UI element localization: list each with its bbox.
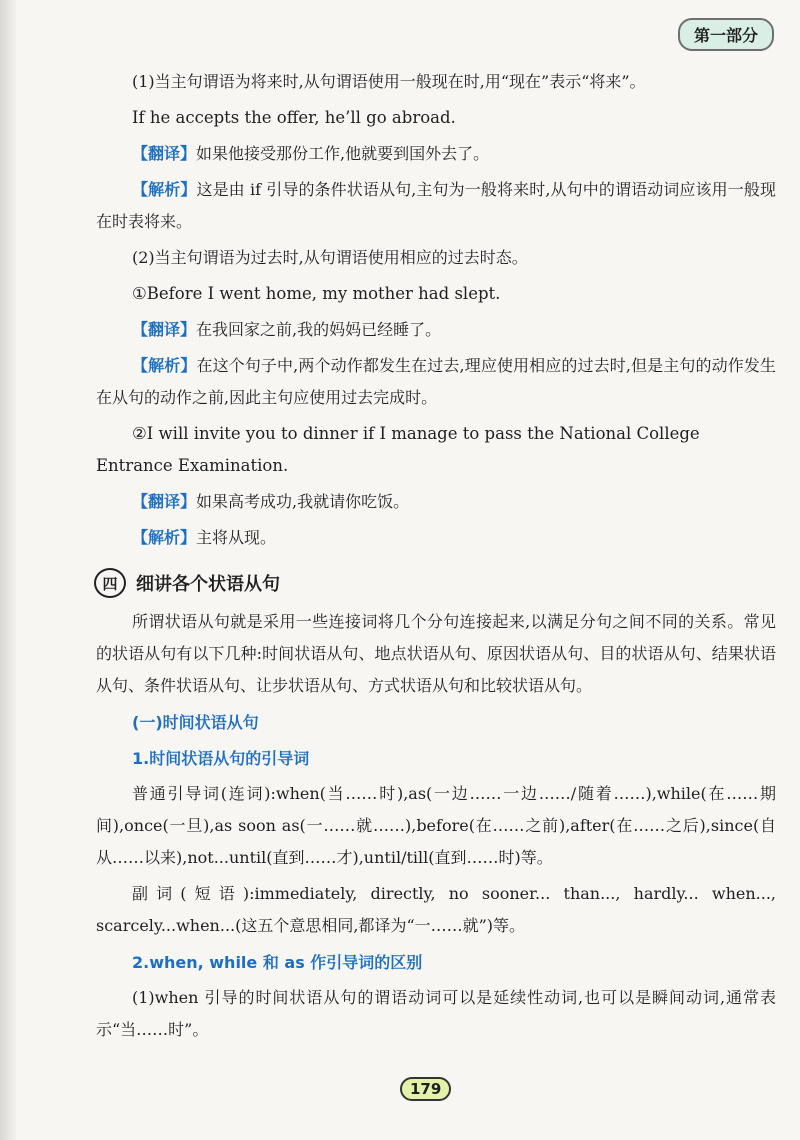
example-sentence-2: ①Before I went home, my mother had slept. [132,284,501,303]
when-rule-paragraph: (1)when 引导的时间状语从句的谓语动词可以是延续性动词,也可以是瞬间动词,通常表示“当……时”。 [96,988,776,1039]
adverb-paragraph: 副词(短语):immediately, directly, no sooner... than..., hardly... when..., scarcely...when...(这五个意思相同,都译为“一……就”)等。 [96,884,776,935]
analysis-2 [96,350,776,414]
translation-2 [96,314,776,346]
analysis-tag: 【解析】 [132,356,197,375]
subsection-title: (一)时间状语从句 [132,713,259,732]
translation-tag: 【翻译】 [132,320,197,339]
translation-text: 如果他接受那份工作,他就要到国外去了。 [196,144,490,163]
analysis-text: 主将从现。 [196,528,277,547]
rule-2: (2)当主句谓语为过去时,从句谓语使用相应的过去时态。 [132,248,528,267]
analysis-tag: 【解析】 [132,180,197,199]
section-badge: 第一部分 [678,18,774,51]
section-intro: 所谓状语从句就是采用一些连接词将几个分句连接起来,以满足分句之间不同的关系。常见的状语从句有以下几种:时间状语从句、地点状语从句、原因状语从句、目的状语从句、结果状语从句、条件状语从句、让步状语从句、方式状语从句和比较状语从句。 [96,612,776,695]
page-number: 179 [400,1077,451,1101]
section-number-badge: 四 [94,568,126,598]
analysis-text: 在这个句子中,两个动作都发生在过去,理应使用相应的过去时,但是主句的动作发生在从句的动作之前,因此主句应使用过去完成时。 [96,356,776,407]
analysis-3 [96,522,776,554]
subsection-item-title: 2.when, while 和 as 作引导词的区别 [132,953,423,972]
analysis-text: 这是由 if 引导的条件状语从句,主句为一般将来时,从句中的谓语动词应该用一般现在时表将来。 [96,180,776,231]
section-heading [96,568,776,598]
subsection-item-title: 1.时间状语从句的引导词 [132,749,310,768]
analysis-1 [96,174,776,238]
section-title: 细讲各个状语从句 [136,574,280,595]
page-content [96,66,776,1050]
translation-3 [96,486,776,518]
translation-text: 在我回家之前,我的妈妈已经睡了。 [196,320,442,339]
example-sentence-1: If he accepts the offer, he’ll go abroad. [132,108,456,127]
example-sentence-3: ②I will invite you to dinner if I manage to pass the National College Entrance Examination. [96,424,700,475]
translation-text: 如果高考成功,我就请你吃饭。 [196,492,410,511]
book-spine-shadow [0,0,16,1140]
translation-tag: 【翻译】 [132,144,197,163]
translation-1 [96,138,776,170]
rule-1: (1)当主句谓语为将来时,从句谓语使用一般现在时,用“现在”表示“将来”。 [132,72,646,91]
conjunction-paragraph: 普通引导词(连词):when(当……时),as(一边……一边……/随着……),while(在……期间),once(一旦),as soon as(一……就……),before(在……之前),after(在……之后),since(自从……以来),not...until(直到……才),until/till(直到……时)等。 [96,784,776,867]
analysis-tag: 【解析】 [132,528,197,547]
translation-tag: 【翻译】 [132,492,197,511]
